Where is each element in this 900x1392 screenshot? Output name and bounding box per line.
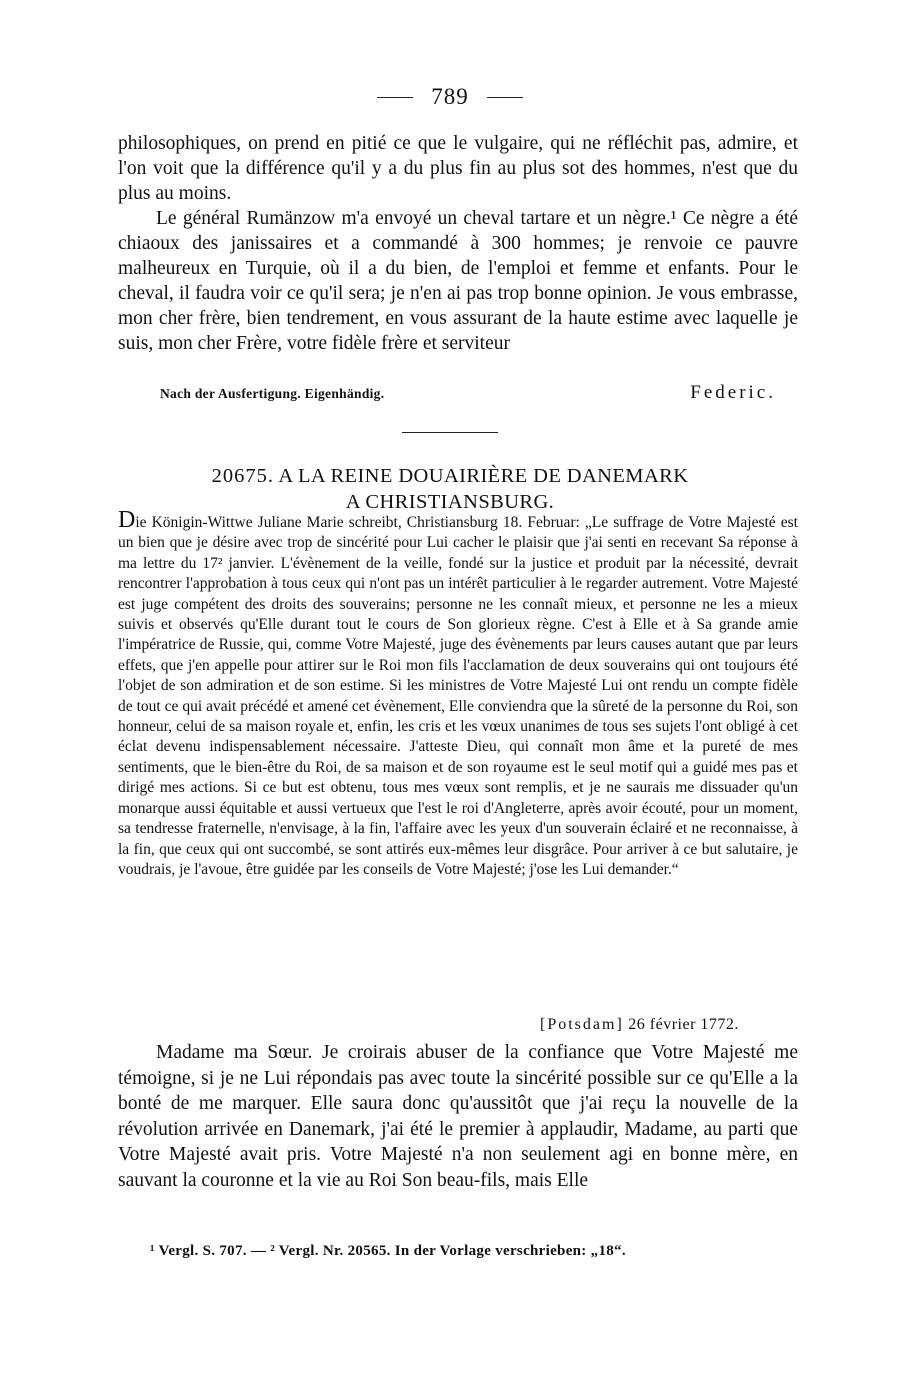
letter-heading <box>140 463 760 515</box>
dateline-date: 26 février 1772. <box>628 1016 739 1033</box>
page-header <box>0 84 900 110</box>
footnotes: ¹ Vergl. S. 707. — ² Vergl. Nr. 20565. In der Vorlage verschrieben: „18“. <box>150 1243 626 1259</box>
top-text-block <box>118 131 798 356</box>
dateline-place: [Potsdam] <box>540 1016 624 1033</box>
letter-paragraph: Madame ma Sœur. Je croirais abuser de la confiance que Votre Majesté me témoigne, si je ne Lui répondais pas avec toute la sincérité possible sur ce qu'Elle a la bonté de me marquer. Elle saura donc qu'aussitôt que j'ai reçu la nouvelle de la révolution arrivée en Danemark, j'ai été le premier à applaudir, Madame, au parti que Votre Majesté avait pris. Votre Majesté n'a non seulement agi en bonne mère, en sauvant la couronne et la vie au Roi Son beau-fils, mais Elle <box>118 1042 798 1191</box>
section-divider <box>402 432 498 433</box>
letter-number: 20675. <box>211 465 274 487</box>
heading-line-1: A LA REINE DOUAIRIÈRE DE DANEMARK <box>278 465 689 487</box>
dateline <box>540 1016 739 1034</box>
closing-row <box>160 382 776 404</box>
heading-line-2: A CHRISTIANSBURG. <box>345 491 555 513</box>
header-dash-left <box>377 97 413 98</box>
paragraph-rumanzow: Le général Rumänzow m'a envoyé un cheval tartare et un nègre.¹ Ce nègre a été chiaoux des janissaires et a commandé à 300 hommes; je renvoie ce pauvre malheureux en Turquie, où il a du bien, de l'emploi et femme et enfants. Pour le cheval, il faudra voir ce qu'il sera; je n'en ai pas trop bonne opinion. Je vous embrasse, mon cher frère, bien tendrement, en vous assurant de la haute estime avec laquelle je suis, mon cher Frère, votre fidèle frère et serviteur <box>118 208 798 354</box>
source-note: Nach der Ausfertigung. Eigenhändig. <box>160 386 385 401</box>
signature: Federic. <box>690 382 776 403</box>
quote-text: ie Königin-Wittwe Juliane Marie schreibt, Christiansburg 18. Februar: „Le suffrage de Votre Majesté est un bien que je désire avec trop de sincérité pour Lui cacher le plaisir que j'ai senti en recevant Sa réponse à ma lettre du 17² janvier. L'évènement de la veille, fondé sur la justice et produit par la nécessité, devrait rencontrer l'approbation à tous ceux qui n'ont pas un intérêt particulier à le regarder autrement. Votre Majesté est juge compétent des droits des souverains; personne ne les connaît mieux, et personne ne les a mieux suivis et observés qu'Elle durant tout le cours de Son glorieux règne. C'est à Elle et à Sa grande amie l'impératrice de Russie, qui, comme Votre Majesté, juge des évènements par leurs causes autant que par leurs effets, que j'en appelle pour attirer sur le Roi mon fils l'acclamation de deux souverains qui ont toujours été l'objet de son admiration et de son estime. Si les ministres de Votre Majesté Lui ont rendu un compte fidèle de tout ce qui avait précédé et amené cet évènement, Elle conviendra que la sûreté de la personne du Roi, son honneur, celui de sa maison royale et, enfin, les cris et les vœux unanimes de tous ses sujets l'ont obligé à cet éclat devenu indispensablement nécessaire. J'atteste Dieu, qui connaît mon âme et la pureté de mes sentiments, que le bien-être du Roi, de sa maison et de son royaume est le seul motif qui a guidé mes pas et dirigé mes actions. Si ce but est obtenu, tous mes vœux sont remplis, et je ne saurais me dissuader qu'un monarque aussi équitable et aussi vertueux que l'est le roi d'Angleterre, après avoir écouté, pour un moment, sa tendresse fraternelle, n'envisage, à la fin, l'affaire avec les yeux d'un souverain éclairé et ne reconnaisse, à la fin, que ceux qui ont succombé, se sont attirés eux-mêmes leur disgrâce. Pour arriver à ce but salutaire, je voudrais, je l'avoue, être guidée par les conseils de Votre Majesté; j'ose les Lui demander.“ <box>118 514 798 878</box>
quoted-letter <box>118 507 798 880</box>
header-dash-right <box>487 97 523 98</box>
paragraph-continuation: philosophiques, on prend en pitié ce que le vulgaire, qui ne réfléchit pas, admire, et l'on voit que la différence qu'il y a du plus fin au plus sot des hommes, n'est que du plus au moins. <box>118 133 798 204</box>
letter-body <box>118 1040 798 1194</box>
page-number: 789 <box>431 84 469 109</box>
initial-letter: D <box>118 507 136 533</box>
